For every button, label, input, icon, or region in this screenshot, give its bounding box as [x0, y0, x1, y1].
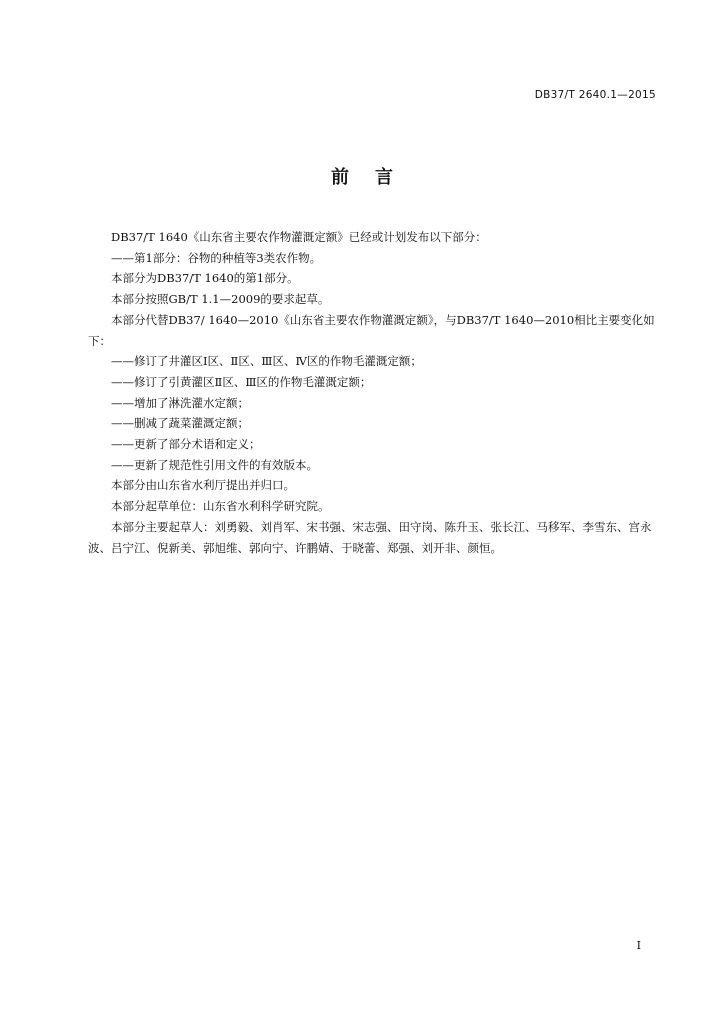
paragraph-part-1: ——第1部分：谷物的种植等3类农作物。: [111, 250, 322, 265]
paragraph-part-statement: 本部分为DB37/T 1640的第1部分。: [111, 271, 299, 286]
paragraph-drafters: 本部分主要起草人：刘勇毅、刘肖军、宋书强、宋志强、田守岗、陈升玉、张长江、马移军、李雪东、宫永波、吕宁江、倪新美、郭旭维、郭向宁、许鹏婧、于晓蕾、郑强、刘开非、颜恒。: [88, 519, 652, 555]
paragraph-drafting-rules: 本部分按照GB/T 1.1—2009的要求起草。: [111, 292, 330, 307]
paragraph-change-vegetables: ——删减了蔬菜灌溉定额；: [111, 416, 249, 431]
paragraph-change-well-irrigation: ——修订了井灌区Ⅰ区、Ⅱ区、Ⅲ区、Ⅳ区的作物毛灌溉定额；: [111, 354, 422, 369]
paragraph-change-terms: ——更新了部分术语和定义；: [111, 437, 261, 452]
paragraph-series-intro: DB37/T 1640《山东省主要农作物灌溉定额》已经或计划发布以下部分：: [111, 230, 487, 244]
document-code: DB37/T 2640.1—2015: [534, 89, 656, 101]
paragraph-change-leaching: ——增加了淋洗灌水定额；: [111, 395, 249, 410]
page-title: 前言: [331, 167, 419, 188]
paragraph-replaces: 本部分代替DB37/ 1640—2010《山东省主要农作物灌溉定额》，与DB37/T 1640—2010相比主要变化如下：: [88, 312, 655, 348]
paragraph-change-references: ——更新了规范性引用文件的有效版本。: [111, 457, 318, 472]
paragraph-proposer: 本部分由山东省水利厅提出并归口。: [111, 478, 295, 493]
paragraph-drafting-unit: 本部分起草单位：山东省水利科学研究院。: [111, 499, 330, 514]
paragraph-change-yellow-river-irrigation: ——修订了引黄灌区Ⅱ区、Ⅲ区的作物毛灌溉定额；: [111, 374, 372, 389]
page-number: I: [636, 939, 641, 952]
foreword-body: [88, 227, 660, 558]
